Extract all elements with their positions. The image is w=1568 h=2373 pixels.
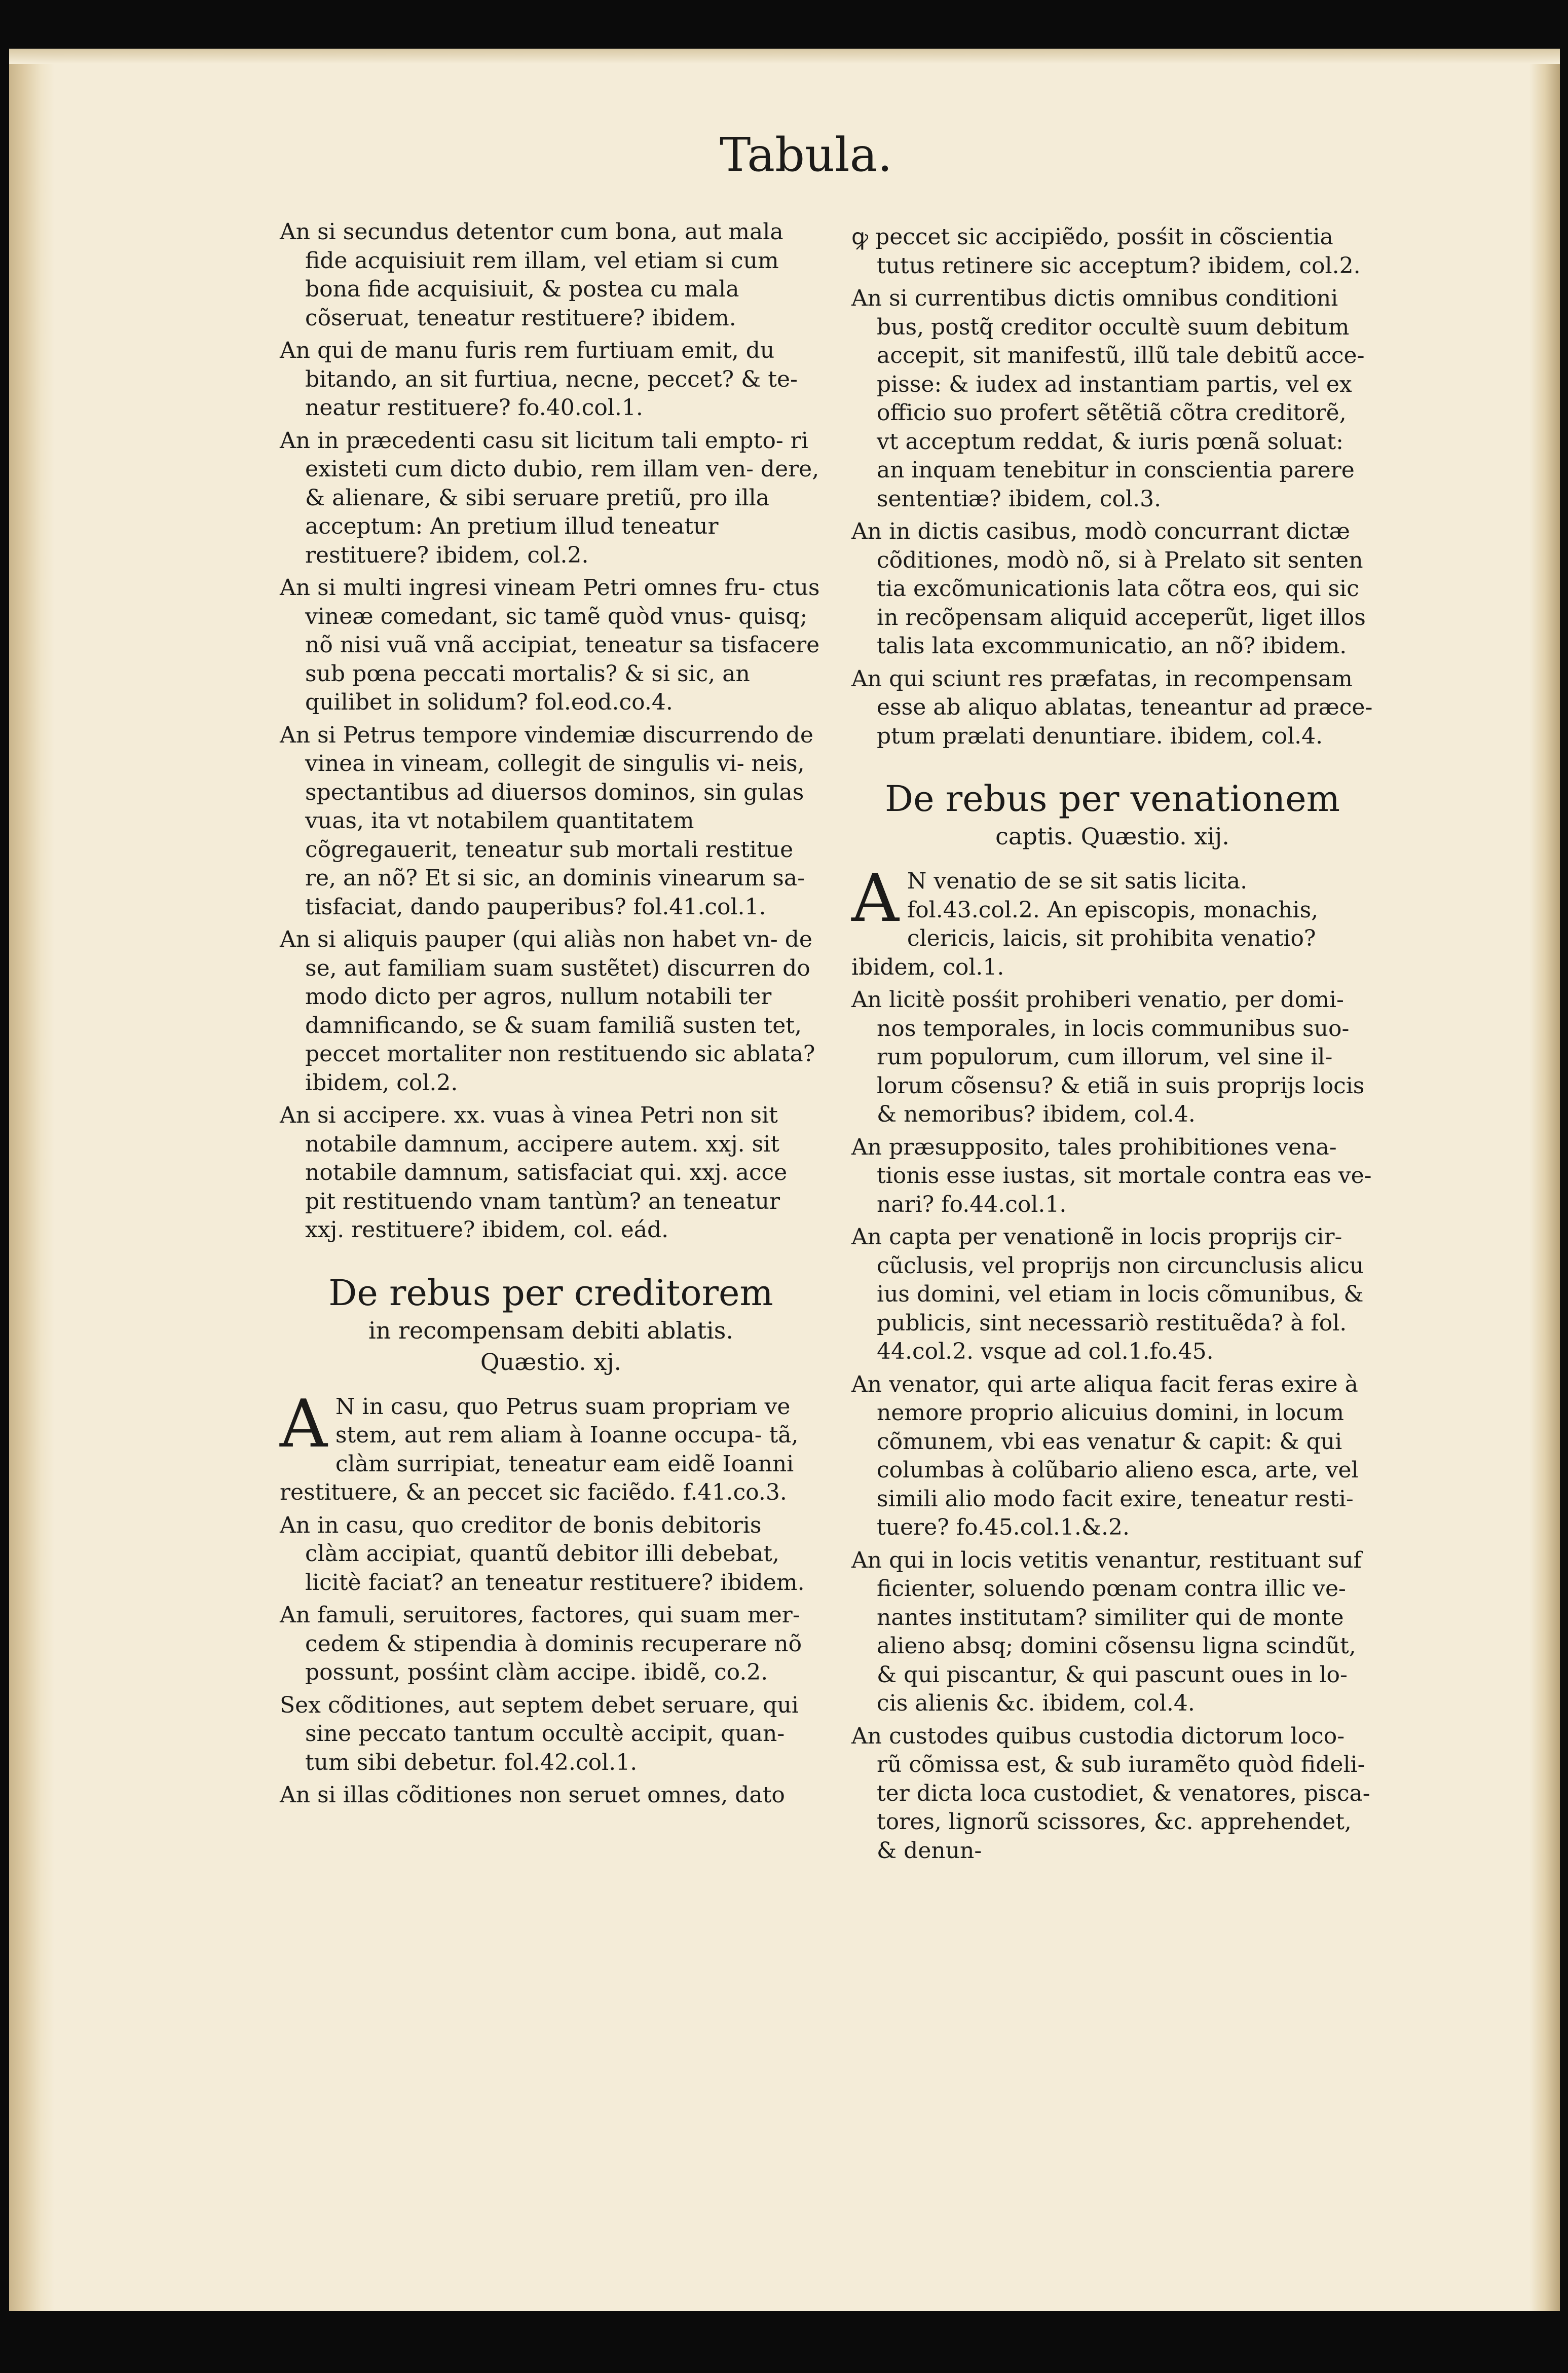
index-entry: An in præcedenti casu sit licitum tali empto- ri existeti cum dicto dubio, rem illam ven- dere, & alienare, & sibi seruare pretiũ, pro illa acceptum: An pretium illud teneatur restituere? ibidem, col.2.	[280, 427, 819, 568]
index-entry: Sex cõditiones, aut septem debet seruare, qui sine peccato tantum occultè accipit, quan- tum sibi debetur. fol.42.col.1.	[280, 1692, 799, 1775]
left-column	[280, 218, 822, 2048]
drop-cap: A	[280, 1385, 327, 1462]
index-entry: An si secundus detentor cum bona, aut mala fide acquisiuit rem illam, vel etiam si cum bona fide acquisiuit, & postea cu mala cõseruat, teneatur restituere? ibidem.	[280, 219, 783, 331]
section-title: De rebus per venationem	[884, 778, 1340, 820]
index-entry: An si multi ingresi vineam Petri omnes fru- ctus vineæ comedant, sic tamẽ quòd vnus- quisq; nõ nisi vuã vnã accipiat, teneatur sa tisfacere sub pœna peccati mortalis? & si sic, an quilibet in solidum? fol.eod.co.4.	[280, 575, 820, 715]
index-entry: An qui de manu furis rem furtiuam emit, du bitando, an sit furtiua, necne, peccet? & te- neatur restituere? fo.40.col.1.	[280, 338, 798, 421]
index-entry: An in dictis casibus, modò concurrant dictæ cõditiones, modò nõ, si à Prelato sit senten tia excõmunicationis lata cõtra eos, qui sic in recõpensam aliquid acceperũt, liget illos talis lata excommunicatio, an nõ? ibidem.	[851, 518, 1366, 659]
right-column	[851, 223, 1373, 2012]
section-subtitle: in recompensam debiti ablatis.	[368, 1316, 733, 1344]
index-entry: An in casu, quo creditor de bonis debitoris clàm accipiat, quantũ debitor illi debebat, licitè faciat? an teneatur restituere? ibidem.	[280, 1512, 805, 1596]
index-entry: An qui sciunt res præfatas, in recompensam esse ab aliquo ablatas, teneantur ad præce- ptum prælati denuntiare. ibidem, col.4.	[851, 665, 1373, 749]
lead-entry-text: N venatio de se sit satis licita. fol.43.col.2. An episcopis, monachis, clericis, laicis, sit prohibita venatio? ibidem, col.1.	[851, 868, 1319, 980]
index-entry: An præsupposito, tales prohibitiones vena- tionis esse iustas, sit mortale contra eas ve- nari? fo.44.col.1.	[851, 1134, 1372, 1217]
index-entry: An custodes quibus custodia dictorum loco- rũ cõmissa est, & sub iuramẽto quòd fideli- ter dicta loca custodiet, & venatores, pisca- tores, lignorũ scissores, &c. apprehendet, & denun-	[851, 1723, 1370, 1864]
page-edge-shadow	[1529, 49, 1560, 2311]
index-entry: An si currentibus dictis omnibus conditioni bus, postq̃ creditor occultè suum debitum accepit, sit manifestũ, illũ tale debitũ acce- pisse: & iudex ad instantiam partis, vel ex officio suo profert sẽtẽtiã cõtra creditorẽ, vt acceptum reddat, & iuris pœnã soluat: an inquam tenebitur in conscientia parere sententiæ? ibidem, col.3.	[851, 285, 1365, 512]
index-entry: An si Petrus tempore vindemiæ discurrendo de vinea in vineam, collegit de singulis vi- neis, spectantibus ad diuersos dominos, sin gulas vuas, ita vt notabilem quantitatem cõgregauerit, teneatur sub mortali restitue re, an nõ? Et si sic, an dominis vinearum sa- tisfaciat, dando pauperibus? fol.41.col.1.	[280, 722, 813, 920]
lead-entry	[851, 860, 1373, 982]
index-entry: An licitè posśit prohiberi venatio, per domi- nos temporales, in locis communibus suo- rum populorum, cum illorum, vel sine il- lorum cõsensu? & etiã in suis proprijs locis & nemoribus? ibidem, col.4.	[851, 987, 1365, 1127]
section-subtitle: captis. Quæstio. xij.	[995, 823, 1229, 850]
section-heading	[280, 1271, 822, 1378]
lead-entry	[280, 1385, 822, 1507]
drop-cap: A	[851, 860, 899, 937]
index-entry: An capta per venationẽ in locis proprijs cir- cũclusis, vel proprijs non circunclusis alicu ius domini, vel etiam in locis cõmunibus, & publicis, sint necessariò restituẽda? à fol. 44.col.2. vsque ad col.1.fo.45.	[851, 1224, 1364, 1364]
section-heading	[851, 777, 1373, 852]
gutter-shadow	[9, 49, 55, 2311]
index-entry: An qui in locis vetitis venantur, restituant suf ficienter, soluendo pœnam contra illic ve- nantes institutam? similiter qui de monte alieno absq; domini cõsensu ligna scindũt, & qui piscantur, & qui pascunt oues in lo- cis alienis &c. ibidem, col.4.	[851, 1547, 1362, 1716]
index-entry: An si illas cõditiones non seruet omnes, dato	[280, 1782, 785, 1808]
index-entry: An famuli, seruitores, factores, qui suam mer- cedem & stipendia à dominis recuperare nõ possunt, posśint clàm accipe. ibidẽ, co.2.	[280, 1602, 802, 1685]
index-entry: ꝙ peccet sic accipiẽdo, posśit in cõscientia tutus retinere sic acceptum? ibidem, col.2.	[851, 224, 1361, 279]
top-edge-shadow	[9, 49, 1560, 64]
index-entry: An si accipere. xx. vuas à vinea Petri non sit notabile damnum, accipere autem. xxj. sit notabile damnum, satisfaciat qui. xxj. acce pit restituendo vnam tantùm? an teneatur xxj. restituere? ibidem, col. eád.	[280, 1102, 788, 1243]
lead-entry-text: N in casu, quo Petrus suam propriam ve stem, aut rem aliam à Ioanne occupa- tã, clàm surripiat, teneatur eam eidẽ Ioanni restituere, & an peccet sic faciẽdo. f.41.co.3.	[280, 1393, 799, 1505]
section-question-number: Quæstio. xj.	[480, 1348, 622, 1376]
section-title: De rebus per creditorem	[328, 1272, 773, 1314]
index-entry: An si aliquis pauper (qui aliàs non habet vn- de se, aut familiam suam sustẽtet) discurren do modo dicto per agros, nullum notabili ter damnificando, se & suam familiã susten tet, peccet mortaliter non restituendo sic ablata? ibidem, col.2.	[280, 926, 815, 1096]
index-entry: An venator, qui arte aliqua facit feras exire à nemore proprio alicuius domini, in locum cõmunem, vbi eas venatur & capit: & qui columbas à colũbario alieno esca, arte, vel simili alio modo facit exire, teneatur resti- tuere? fo.45.col.1.&.2.	[851, 1371, 1359, 1540]
page-title: Tabula.	[720, 128, 892, 182]
